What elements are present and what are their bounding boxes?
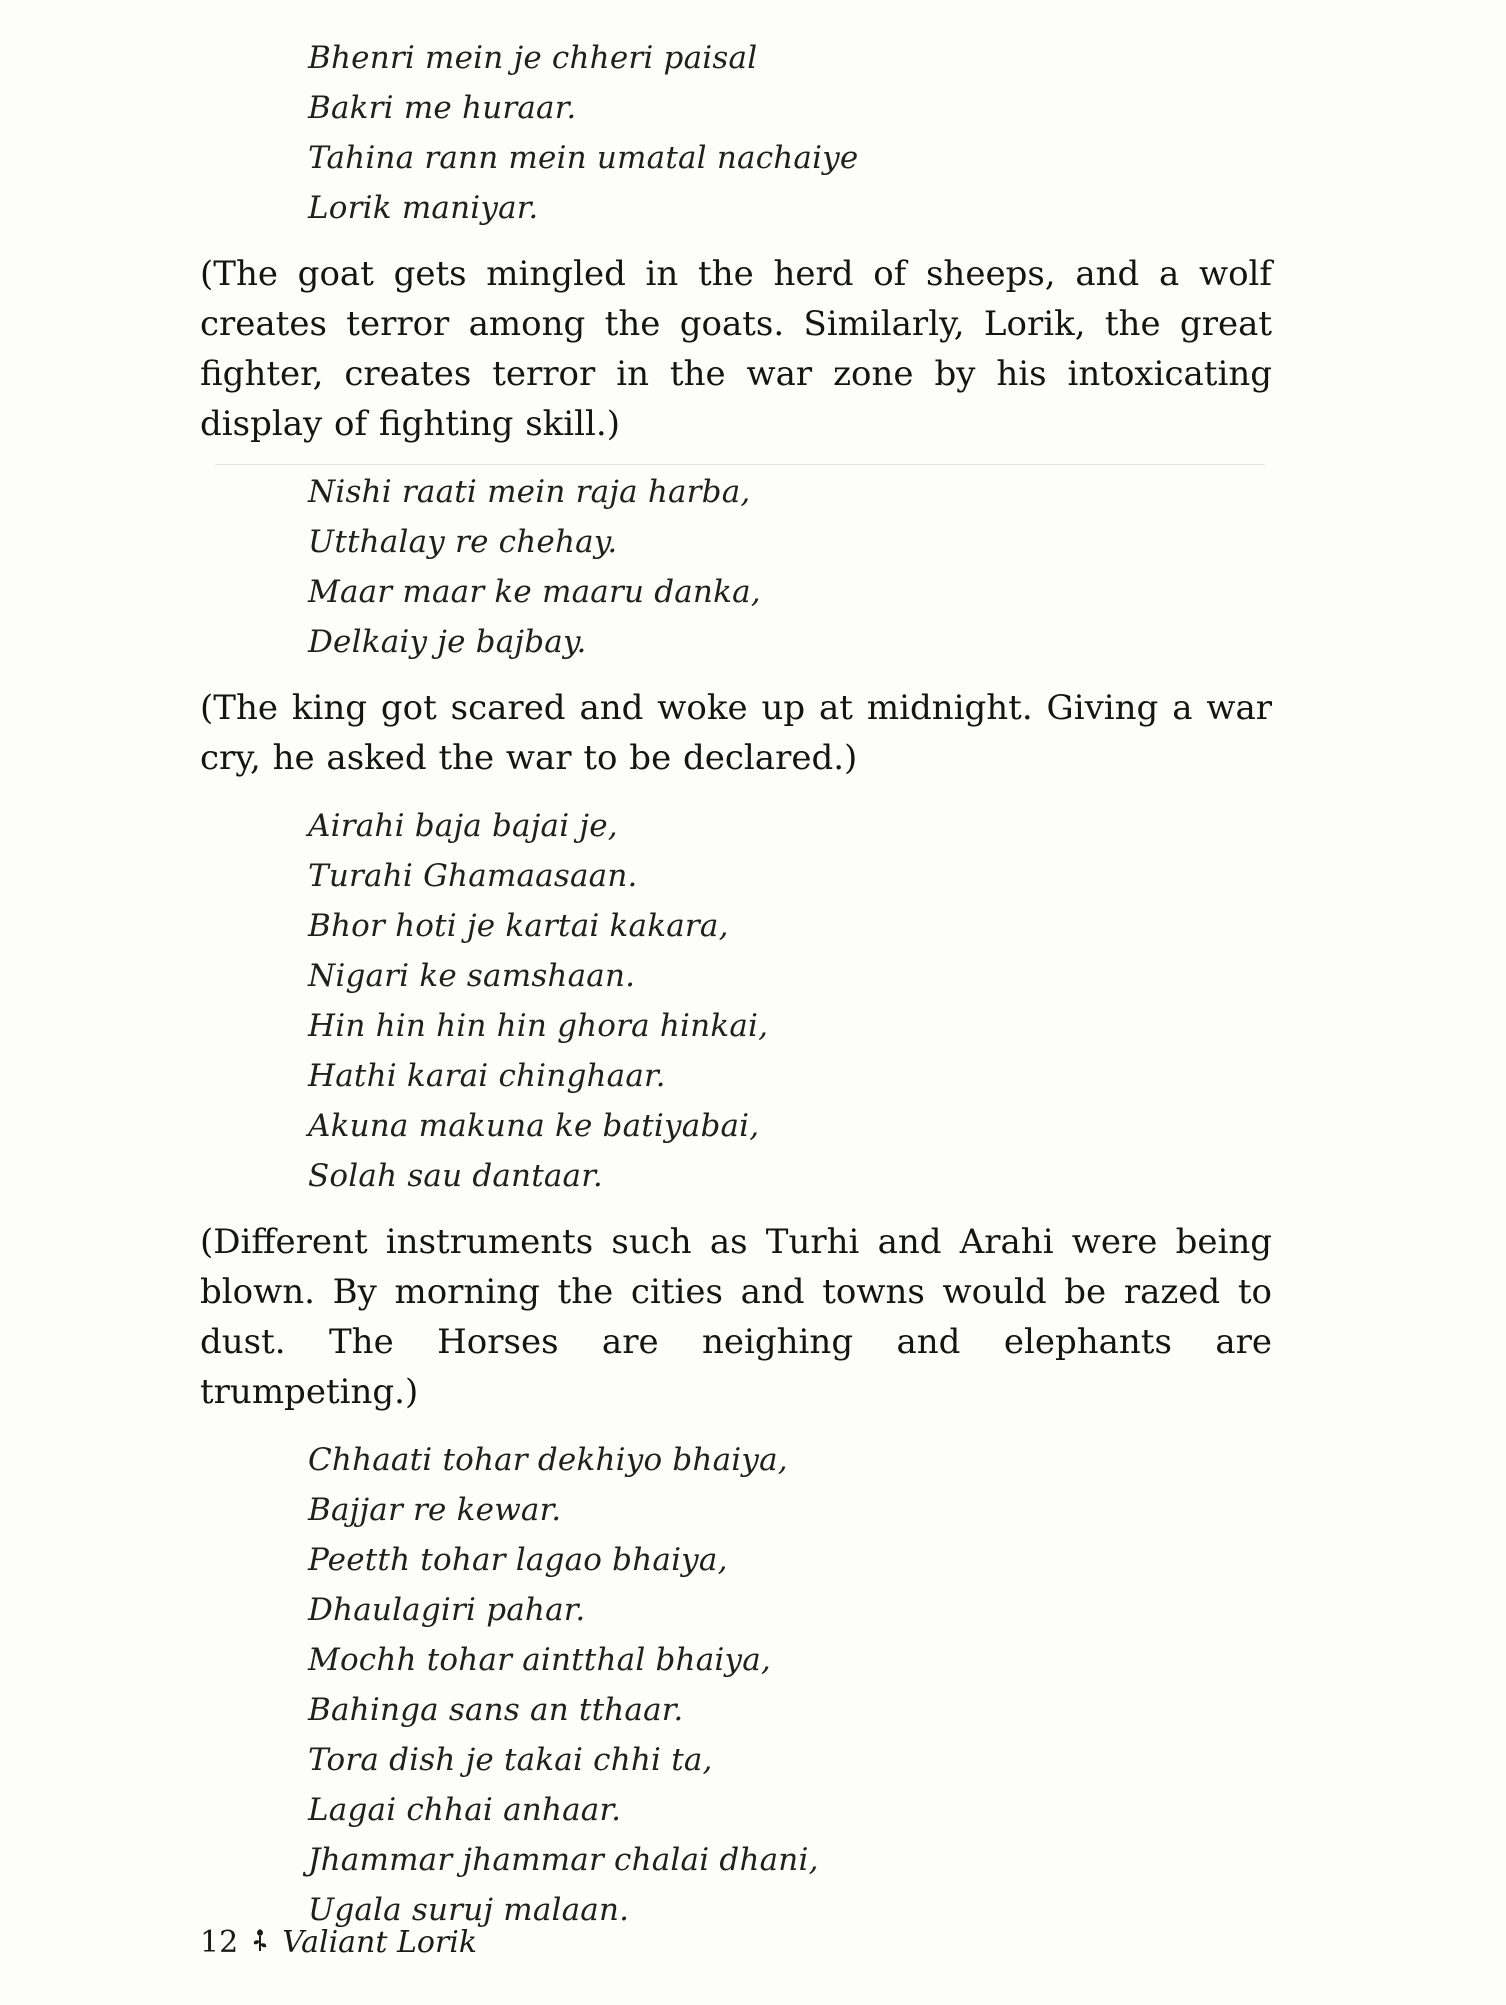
verse-line: Solah sau dantaar. [308,1158,603,1194]
verse-line: Nigari ke samshaan. [308,958,636,994]
verse-line: Hin hin hin hin ghora hinkai, [308,1008,769,1044]
verse-line: Mochh tohar aintthal bhaiya, [308,1642,771,1678]
verse-line: Lorik maniyar. [308,190,539,226]
verse-line: Akuna makuna ke batiyabai, [308,1108,760,1144]
verse-line: Bakri me huraar. [308,90,577,126]
page-number: 12 [200,1924,239,1960]
verse-block [308,33,1272,233]
translation-paragraph: (The king got scared and woke up at midnight. Giving a war cry, he asked the war to be declared.) [200,688,1272,778]
verse-line: Nishi raati mein raja harba, [308,474,751,510]
verse-line: Chhaati tohar dekhiyo bhaiya, [308,1442,788,1478]
verse-block [308,801,1272,1201]
verse-line: Bhor hoti je kartai kakara, [308,908,729,944]
translation-paragraph: (Different instruments such as Turhi and Arahi were being blown. By morning the cities and towns would be razed to dust. The Horses are neighing and elephants are trumpeting.) [200,1222,1272,1412]
verse-line: Jhammar jhammar chalai dhani, [308,1842,819,1878]
verse-line: Bhenri mein je chheri paisal [308,40,758,76]
verse-line: Dhaulagiri pahar. [308,1592,586,1628]
verse-line: Bajjar re kewar. [308,1492,562,1528]
verse-line: Maar maar ke maaru danka, [308,574,761,610]
translation-paragraph: (The goat gets mingled in the herd of sheeps, and a wolf creates terror among the goats. Similarly, Lorik, the great fighter, creates terror in the war zone by his intoxicating display of fighting skill.) [200,254,1272,444]
floral-ornament-icon [250,1927,270,1957]
verse-line: Bahinga sans an tthaar. [308,1692,684,1728]
verse-line: Delkaiy je bajbay. [308,624,587,660]
verse-line: Tora dish je takai chhi ta, [308,1742,713,1778]
verse-line: Tahina rann mein umatal nachaiye [308,140,859,176]
verse-line: Peetth tohar lagao bhaiya, [308,1542,728,1578]
verse-block [308,1435,1272,1935]
verse-line: Hathi karai chinghaar. [308,1058,666,1094]
verse-line: Airahi baja bajai je, [308,808,618,844]
verse-line: Utthalay re chehay. [308,524,618,560]
text-column [200,33,1272,1935]
page-footer [200,1922,477,1962]
verse-block [308,467,1272,667]
book-title: Valiant Lorik [282,1924,478,1960]
verse-line: Turahi Ghamaasaan. [308,858,638,894]
verse-line: Lagai chhai anhaar. [308,1792,622,1828]
verse-line: Ugala suruj malaan. [308,1892,630,1928]
